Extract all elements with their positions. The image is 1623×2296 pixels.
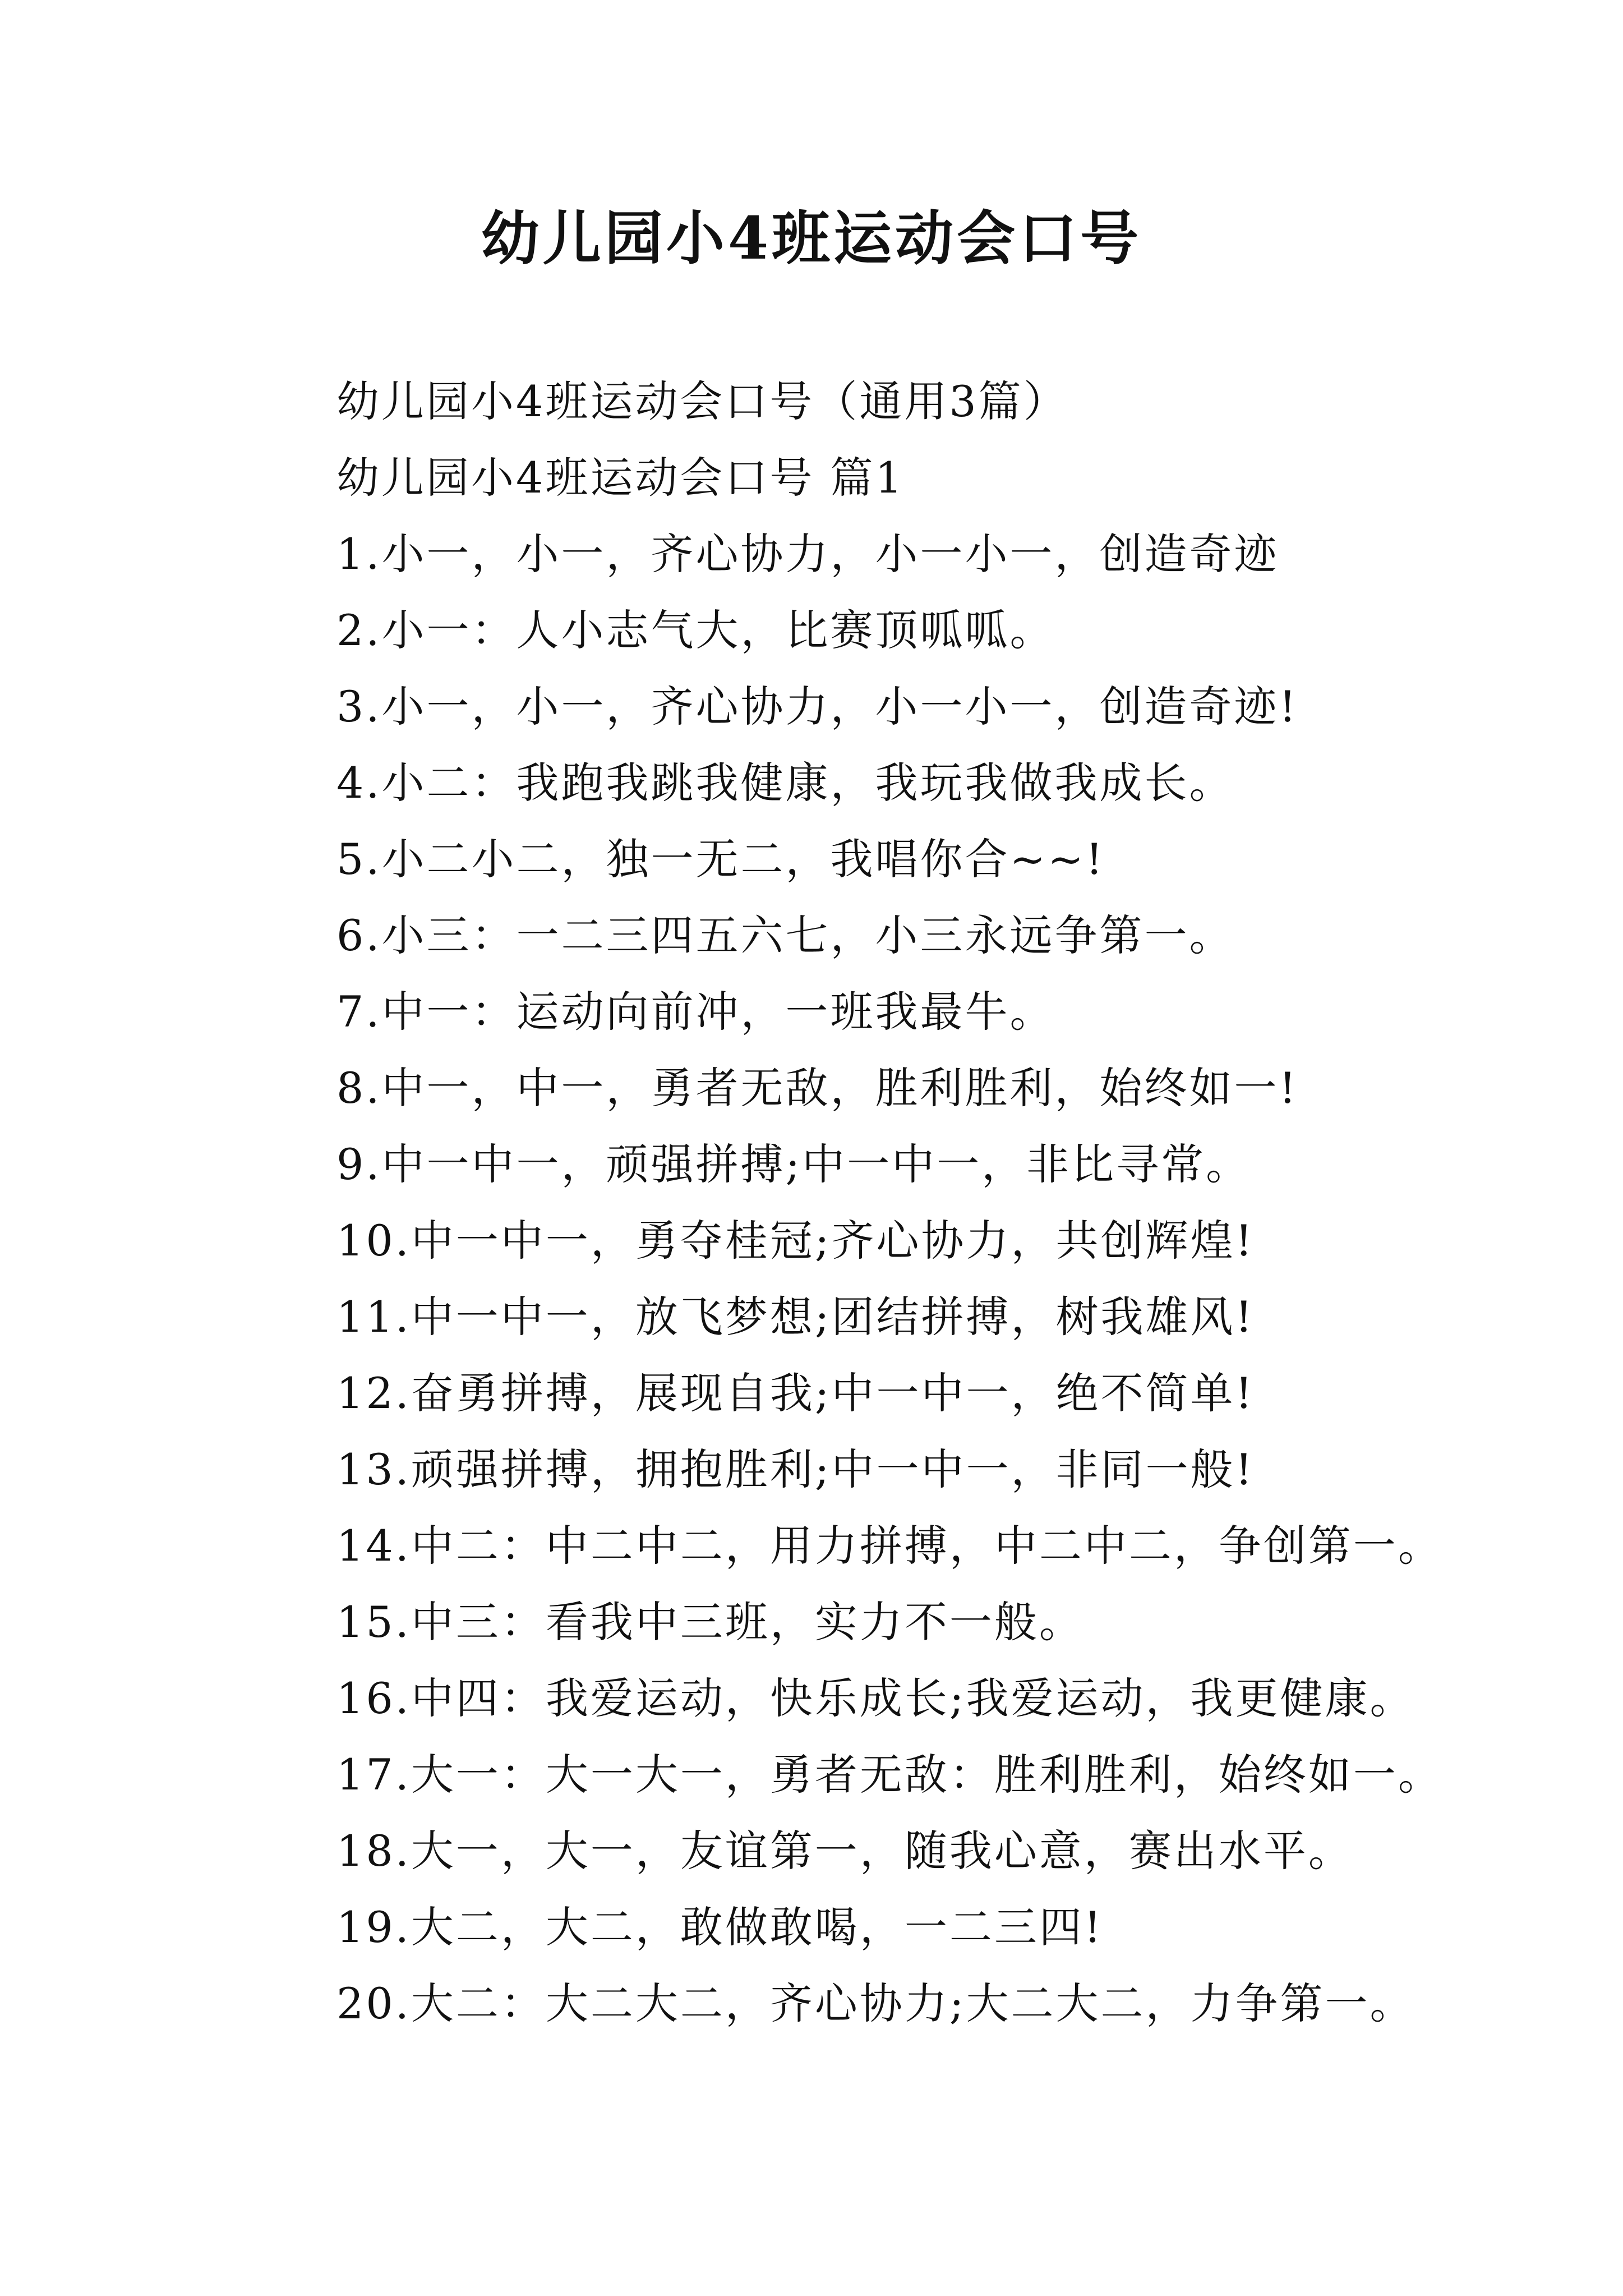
document-title: 幼儿园小4班运动会口号 [481, 204, 1142, 273]
slogan-item: 14.中二：中二中二，用力拼搏，中二中二，争创第一。 [336, 1521, 1443, 1571]
slogan-item: 17.大一：大一大一，勇者无敌：胜利胜利，始终如一。 [336, 1750, 1443, 1800]
slogan-item: 18.大一，大一，友谊第一，随我心意，赛出水平。 [336, 1826, 1353, 1876]
slogan-item: 3.小一，小一，齐心协力，小一小一，创造奇迹! [336, 682, 1299, 731]
slogan-item: 7.中一：运动向前冲，一班我最牛。 [336, 987, 1055, 1037]
document-subtitle: 幼儿园小4班运动会口号（通用3篇） [336, 376, 1068, 426]
slogan-item: 10.中一中一，勇夺桂冠;齐心协力，共创辉煌! [336, 1216, 1255, 1266]
slogan-item: 20.大二：大二大二，齐心协力;大二大二，力争第一。 [336, 1978, 1415, 2028]
slogan-item: 2.小一：人小志气大，比赛顶呱呱。 [336, 605, 1055, 655]
section-heading: 幼儿园小4班运动会口号 篇1 [336, 453, 905, 503]
slogan-item: 16.中四：我爱运动，快乐成长;我爱运动，我更健康。 [336, 1673, 1415, 1723]
slogan-item: 19.大二，大二，敢做敢喝，一二三四! [336, 1902, 1104, 1952]
slogan-item: 11.中一中一，放飞梦想;团结拼搏，树我雄风! [336, 1292, 1255, 1342]
document-body [336, 364, 1593, 2042]
slogan-item: 8.中一，中一，勇者无敌，胜利胜利，始终如一! [336, 1063, 1299, 1113]
slogan-item: 1.小一，小一，齐心协力，小一小一，创造奇迹 [336, 529, 1279, 579]
slogan-item: 15.中三：看我中三班，实力不一般。 [336, 1597, 1084, 1647]
slogan-item: 13.顽强拼搏，拥抱胜利;中一中一，非同一般! [336, 1444, 1255, 1494]
slogan-item: 4.小二：我跑我跳我健康，我玩我做我成长。 [336, 758, 1234, 808]
slogan-item: 5.小二小二，独一无二，我唱你合~~! [336, 834, 1105, 884]
slogan-item: 6.小三：一二三四五六七，小三永远争第一。 [336, 910, 1234, 960]
slogan-item: 12.奋勇拼搏，展现自我;中一中一，绝不简单! [336, 1368, 1255, 1418]
slogan-item: 9.中一中一，顽强拼搏;中一中一，非比寻常。 [336, 1139, 1251, 1189]
